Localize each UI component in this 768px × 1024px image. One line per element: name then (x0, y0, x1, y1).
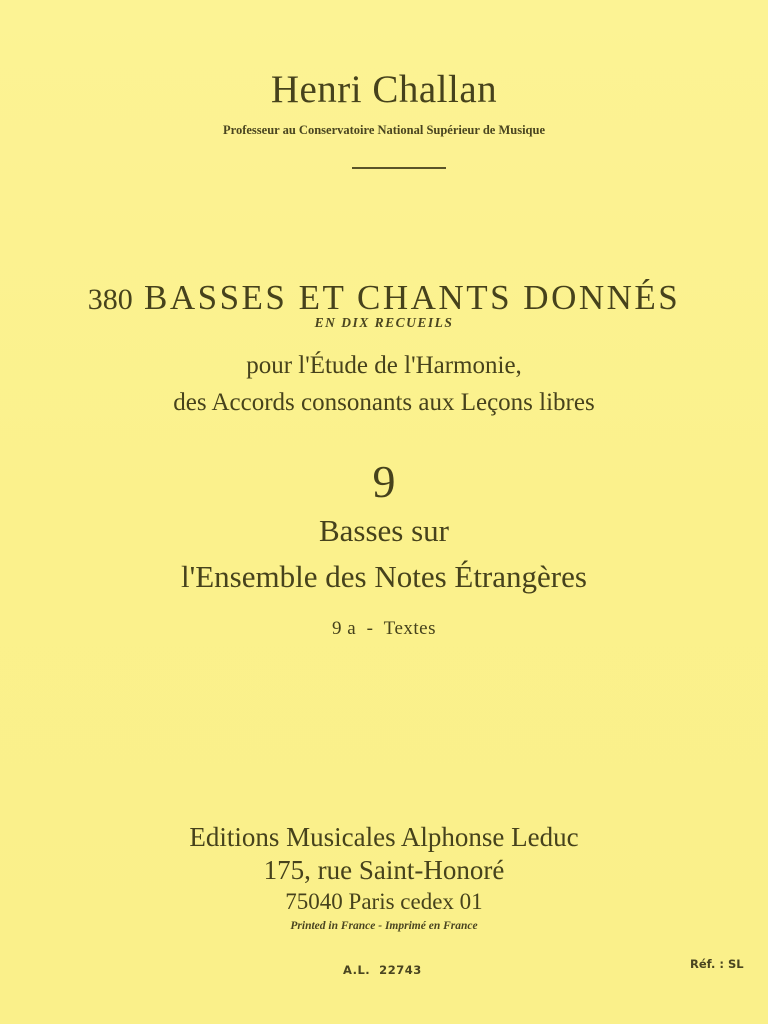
volume-title-line-2: l'Ensemble des Notes Étrangères (181, 559, 587, 594)
author-name: Henri Challan (270, 68, 498, 111)
purpose-line-2: des Accords consonants aux Leçons libres (173, 389, 595, 416)
purpose-line-1: pour l'Étude de l'Harmonie, (246, 352, 522, 379)
volume-number: 9 (372, 456, 396, 507)
divider-rule (352, 167, 446, 169)
subtitle: EN DIX RECUEILS (314, 315, 454, 330)
reference-code: Réf. : SL (690, 957, 744, 971)
printed-in-france: Printed in France - Imprimé en France (290, 920, 478, 932)
title-number: 380 (87, 283, 133, 316)
title-text: BASSES ET CHANTS DONNÉS (144, 278, 681, 317)
plate-number: A.L. 22743 (343, 963, 422, 977)
main-title (0, 280, 768, 315)
publisher-address-line-1: 175, rue Saint-Honoré (263, 855, 505, 885)
author-affiliation: Professeur au Conservatoire National Supérieur de Musique (223, 123, 545, 137)
volume-title-line-1: Basses sur (318, 513, 450, 548)
publisher-address-line-2: 75040 Paris cedex 01 (285, 889, 483, 914)
part-label: 9 a - Textes (332, 618, 436, 639)
publisher-name: Editions Musicales Alphonse Leduc (189, 822, 579, 852)
